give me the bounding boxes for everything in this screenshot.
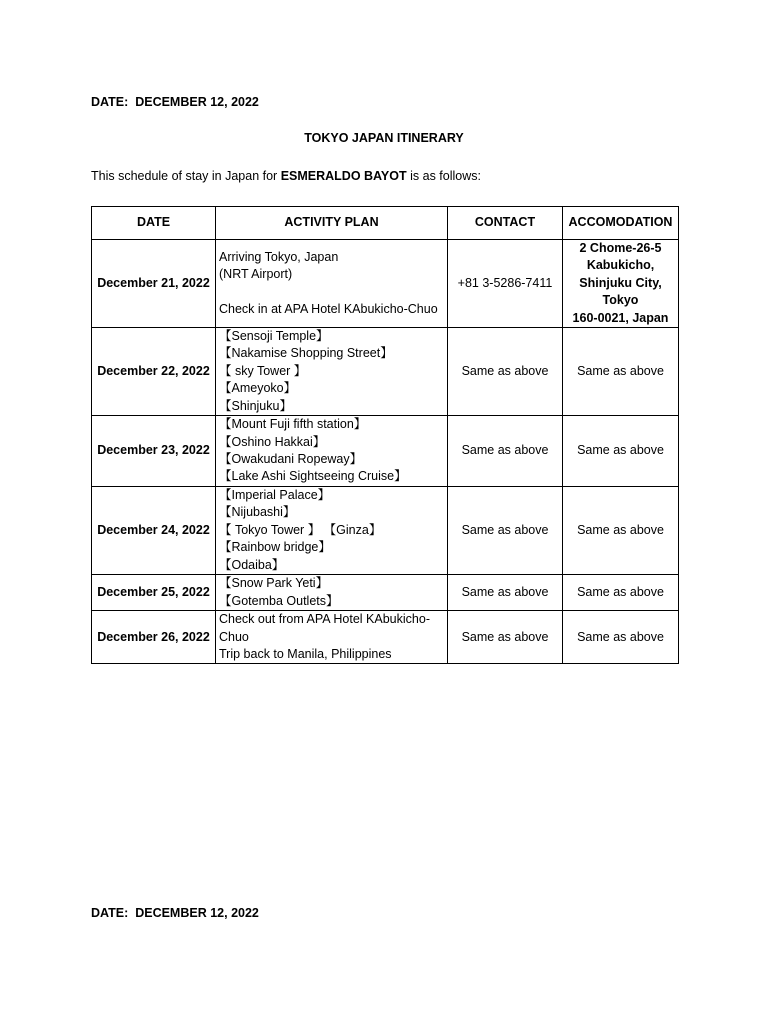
activity-line: 【Nakamise Shopping Street】: [219, 346, 393, 361]
row-contact: Same as above: [448, 328, 563, 416]
accommodation-line: Tokyo: [602, 293, 639, 308]
activity-line: Chuo: [219, 629, 249, 644]
accommodation-line: Shinjuku City,: [579, 275, 662, 290]
header-contact: CONTACT: [448, 207, 563, 240]
document-date-bottom: DATE: DECEMBER 12, 2022: [91, 906, 259, 920]
document-title: TOKYO JAPAN ITINERARY: [304, 131, 464, 145]
activity-line: Check in at APA Hotel KAbukicho-Chuo: [219, 301, 438, 316]
activity-line: 【Rainbow bridge】: [219, 540, 331, 555]
document-date-top: DATE: DECEMBER 12, 2022: [91, 95, 259, 109]
activity-line: 【 sky Tower 】: [219, 363, 307, 378]
row-activity: [216, 487, 448, 575]
header-accommodation: ACCOMODATION: [563, 207, 679, 240]
table-header-row: [92, 207, 679, 240]
table-row: [92, 575, 679, 611]
activity-line: 【Sensoji Temple】: [219, 329, 329, 344]
row-activity: [216, 575, 448, 611]
row-activity: [216, 328, 448, 416]
intro-suffix: is as follows:: [406, 169, 481, 183]
row-accommodation: Same as above: [563, 487, 679, 575]
accommodation-line: 2 Chome-26-5: [579, 241, 662, 255]
row-accommodation: Same as above: [563, 575, 679, 611]
activity-line: (NRT Airport): [219, 267, 293, 282]
row-date: December 25, 2022: [92, 575, 216, 611]
row-accommodation: [563, 240, 679, 328]
traveler-name: ESMERALDO BAYOT: [280, 169, 407, 183]
row-contact: Same as above: [448, 487, 563, 575]
accommodation-line: Kabukicho,: [586, 258, 655, 273]
activity-line: 【Oshino Hakkai】: [219, 434, 326, 449]
header-date: DATE: [92, 207, 216, 240]
activity-line: Arriving Tokyo, Japan: [219, 249, 339, 264]
activity-line: Check out from APA Hotel KAbukicho-: [219, 612, 430, 627]
activity-line: 【Mount Fuji fifth station】: [219, 417, 367, 432]
activity-line: 【Gotemba Outlets】: [219, 593, 339, 608]
row-contact: Same as above: [448, 611, 563, 664]
row-accommodation: Same as above: [563, 611, 679, 664]
row-activity: [216, 240, 448, 328]
accommodation-line: 160-0021, Japan: [572, 310, 669, 325]
row-date: December 26, 2022: [92, 611, 216, 664]
row-date: December 23, 2022: [92, 416, 216, 487]
table-row: [92, 416, 679, 487]
intro-prefix: This schedule of stay in Japan for: [91, 169, 281, 183]
row-contact: +81 3-5286-7411: [448, 240, 563, 328]
activity-line: 【Imperial Palace】: [219, 488, 331, 503]
header-activity-plan: ACTIVITY PLAN: [216, 207, 448, 240]
row-accommodation: Same as above: [563, 328, 679, 416]
row-activity: [216, 611, 448, 664]
row-date: December 22, 2022: [92, 328, 216, 416]
row-activity: [216, 416, 448, 487]
itinerary-table: [91, 206, 679, 664]
table-row: [92, 240, 679, 328]
activity-line: 【Odaiba】: [219, 557, 285, 572]
table-row: [92, 487, 679, 575]
row-contact: Same as above: [448, 416, 563, 487]
activity-line: 【Shinjuku】: [219, 398, 292, 413]
row-date: December 21, 2022: [92, 240, 216, 328]
activity-line: 【Nijubashi】: [219, 505, 296, 520]
table-row: [92, 328, 679, 416]
intro-paragraph: [91, 168, 481, 184]
activity-line: 【 Tokyo Tower 】 【Ginza】: [219, 522, 382, 537]
activity-line: Trip back to Manila, Philippines: [219, 646, 392, 661]
activity-line: [219, 284, 444, 301]
activity-line: 【Ameyoko】: [219, 381, 297, 396]
activity-line: 【Owakudani Ropeway】: [219, 452, 363, 467]
activity-line: 【Snow Park Yeti】: [219, 576, 329, 591]
row-contact: Same as above: [448, 575, 563, 611]
table-row: [92, 611, 679, 664]
row-accommodation: Same as above: [563, 416, 679, 487]
activity-line: 【Lake Ashi Sightseeing Cruise】: [219, 469, 407, 484]
row-date: December 24, 2022: [92, 487, 216, 575]
